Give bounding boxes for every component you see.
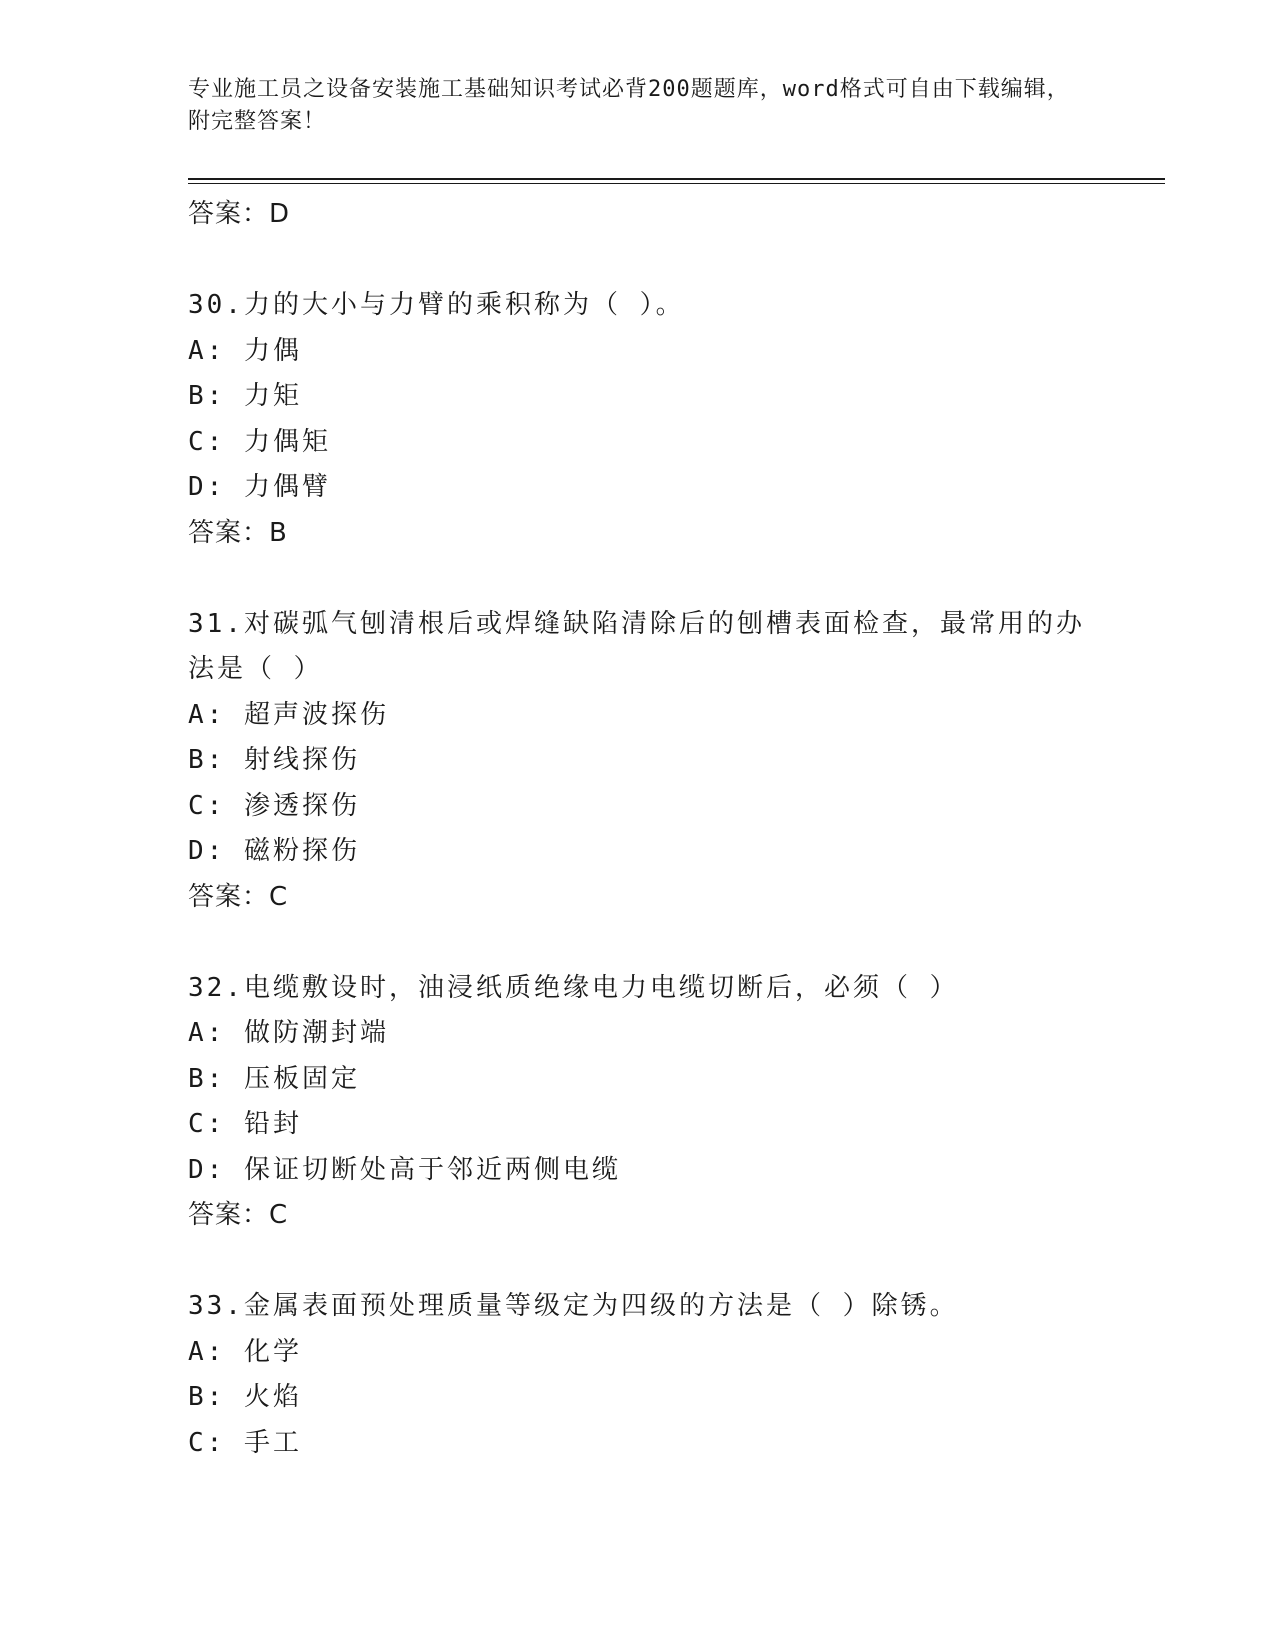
answer-line: 答案：C <box>188 881 289 912</box>
question-block <box>188 1284 1088 1466</box>
option-b: B: 压板固定 <box>188 1063 360 1094</box>
document-header: 专业施工员之设备安装施工基础知识考试必背200题题库，word格式可自由下载编辑，附完整答案！ <box>188 77 1070 134</box>
option-b: B: 力矩 <box>188 381 302 411</box>
option-d: D: 力偶臂 <box>188 472 331 502</box>
header-divider-thick <box>188 178 1165 180</box>
question-block <box>188 602 1088 921</box>
question-text: 32.电缆敷设时，油浸纸质绝缘电力电缆切断后，必须（ ） <box>188 972 959 1003</box>
option-c: C: 铅封 <box>188 1109 302 1139</box>
option-a: A: 超声波探伤 <box>188 699 389 730</box>
question-text: 30.力的大小与力臂的乘积称为（ ）。 <box>188 290 685 320</box>
option-c: C: 力偶矩 <box>188 426 331 457</box>
option-a: A: 化学 <box>188 1336 302 1367</box>
question-text: 33.金属表面预处理质量等级定为四级的方法是（ ）除锈。 <box>188 1291 959 1321</box>
option-c: C: 手工 <box>188 1427 302 1458</box>
question-text: 31.对碳弧气刨清根后或焊缝缺陷清除后的刨槽表面检查，最常用的办法是（ ） <box>188 608 1085 684</box>
option-a: A: 做防潮封端 <box>188 1018 389 1048</box>
question-list <box>188 192 1088 1466</box>
option-d: D: 磁粉探伤 <box>188 836 360 866</box>
answer-line: 答案：C <box>188 1200 289 1230</box>
question-block <box>188 966 1088 1239</box>
option-c: C: 渗透探伤 <box>188 790 360 821</box>
option-d: D: 保证切断处高于邻近两侧电缆 <box>188 1154 621 1185</box>
option-b: B: 射线探伤 <box>188 745 360 775</box>
option-b: B: 火焰 <box>188 1382 302 1412</box>
question-block <box>188 283 1088 556</box>
header-divider-thin <box>188 183 1165 184</box>
answer-line: 答案：B <box>188 517 288 548</box>
option-a: A: 力偶 <box>188 335 302 366</box>
answer-line: 答案：D <box>188 199 291 229</box>
